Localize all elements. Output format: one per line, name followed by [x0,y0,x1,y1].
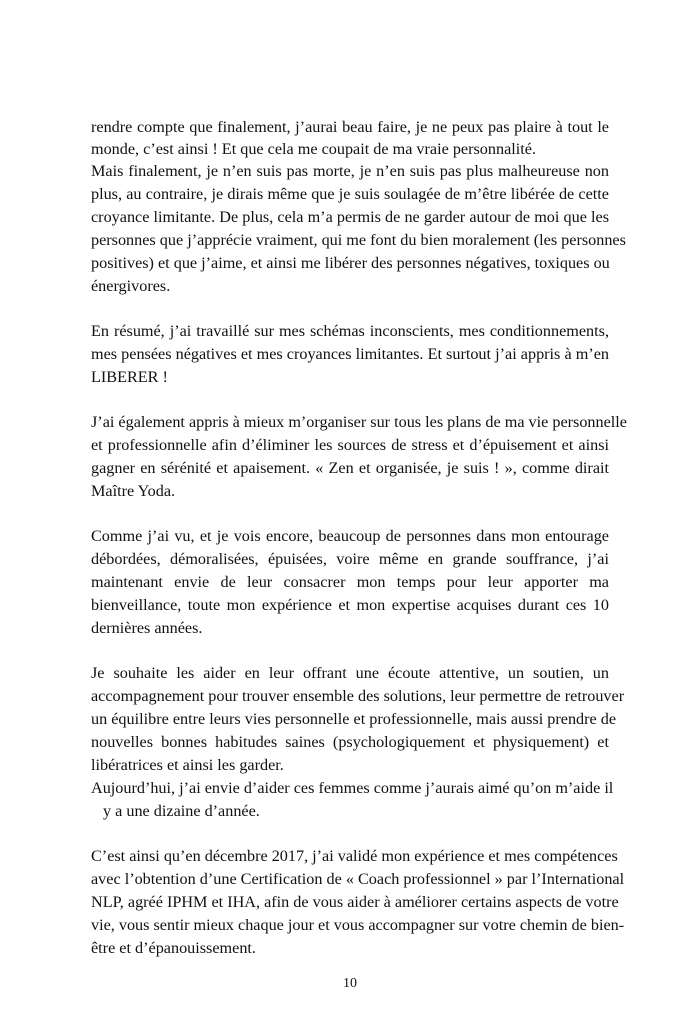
text-line: NLP, agréé IPHM et IHA, afin de vous aider à améliorer certains aspects de votre [91,893,619,911]
text-line: et professionnelle afin d’éliminer les sources de stress et d’épuisement et ainsi [91,436,609,454]
text-line: vie, vous sentir mieux chaque jour et vous accompagner sur votre chemin de bien- [91,916,625,934]
text-line: bienveillance, toute mon expérience et mon expertise acquises durant ces 10 [91,596,609,614]
text-line: mes pensées négatives et mes croyances limitantes. Et surtout j’ai appris à m’en [91,345,609,363]
text-line: avec l’obtention d’une Certification de « Coach professionnel » par l’International [91,870,625,888]
text-line: Mais finalement, je n’en suis pas morte, je n’en suis pas plus malheureuse non [91,162,609,180]
text-line: J’ai également appris à mieux m’organiser sur tous les plans de ma vie personnelle [91,413,627,431]
text-line: positives) et que j’aime, et ainsi me libérer des personnes négatives, toxiques ou [91,254,610,272]
text-line: Comme j’ai vu, et je vois encore, beaucoup de personnes dans mon entourage [91,527,609,545]
text-line: croyance limitante. De plus, cela m’a permis de ne garder autour de moi que les [91,208,609,226]
page-number: 10 [343,976,357,991]
text-line: énergivores. [91,277,171,295]
text-line: rendre compte que finalement, j’aurai beau faire, je ne peux pas plaire à tout le [91,118,609,136]
text-line: C’est ainsi qu’en décembre 2017, j’ai validé mon expérience et mes compétences [91,847,618,865]
text-line: être et d’épanouissement. [91,939,256,957]
text-line: y a une dizaine d’année. [103,802,260,820]
text-line: libératrices et ainsi les garder. [91,756,284,774]
text-line: accompagnement pour trouver ensemble des solutions, leur permettre de retrouver [91,687,625,705]
text-line: LIBERER ! [91,368,168,386]
text-line: débordées, démoralisées, épuisées, voire même en grande souffrance, j’ai [91,550,609,568]
text-line: nouvelles bonnes habitudes saines (psychologiquement et physiquement) et [91,733,609,751]
text-line: maintenant envie de leur consacrer mon temps pour leur apporter ma [91,573,609,591]
text-line: Je souhaite les aider en leur offrant une écoute attentive, un soutien, un [91,664,609,682]
text-line: dernières années. [91,619,203,637]
text-line: plus, au contraire, je dirais même que je suis soulagée de m’être libérée de cette [91,185,609,203]
text-line: monde, c’est ainsi ! Et que cela me coupait de ma vraie personnalité. [91,140,536,158]
text-line: personnes que j’apprécie vraiment, qui me font du bien moralement (les personnes [91,231,626,249]
text-line: gagner en sérénité et apaisement. « Zen et organisée, je suis ! », comme dirait [91,459,609,477]
text-line: Maître Yoda. [91,482,176,500]
text-line: En résumé, j’ai travaillé sur mes schémas inconscients, mes conditionnements, [91,322,609,340]
text-line: un équilibre entre leurs vies personnelle et professionnelle, mais aussi prendre de [91,710,617,728]
text-line: Aujourd’hui, j’ai envie d’aider ces femmes comme j’aurais aimé qu’on m’aide il [91,779,614,797]
